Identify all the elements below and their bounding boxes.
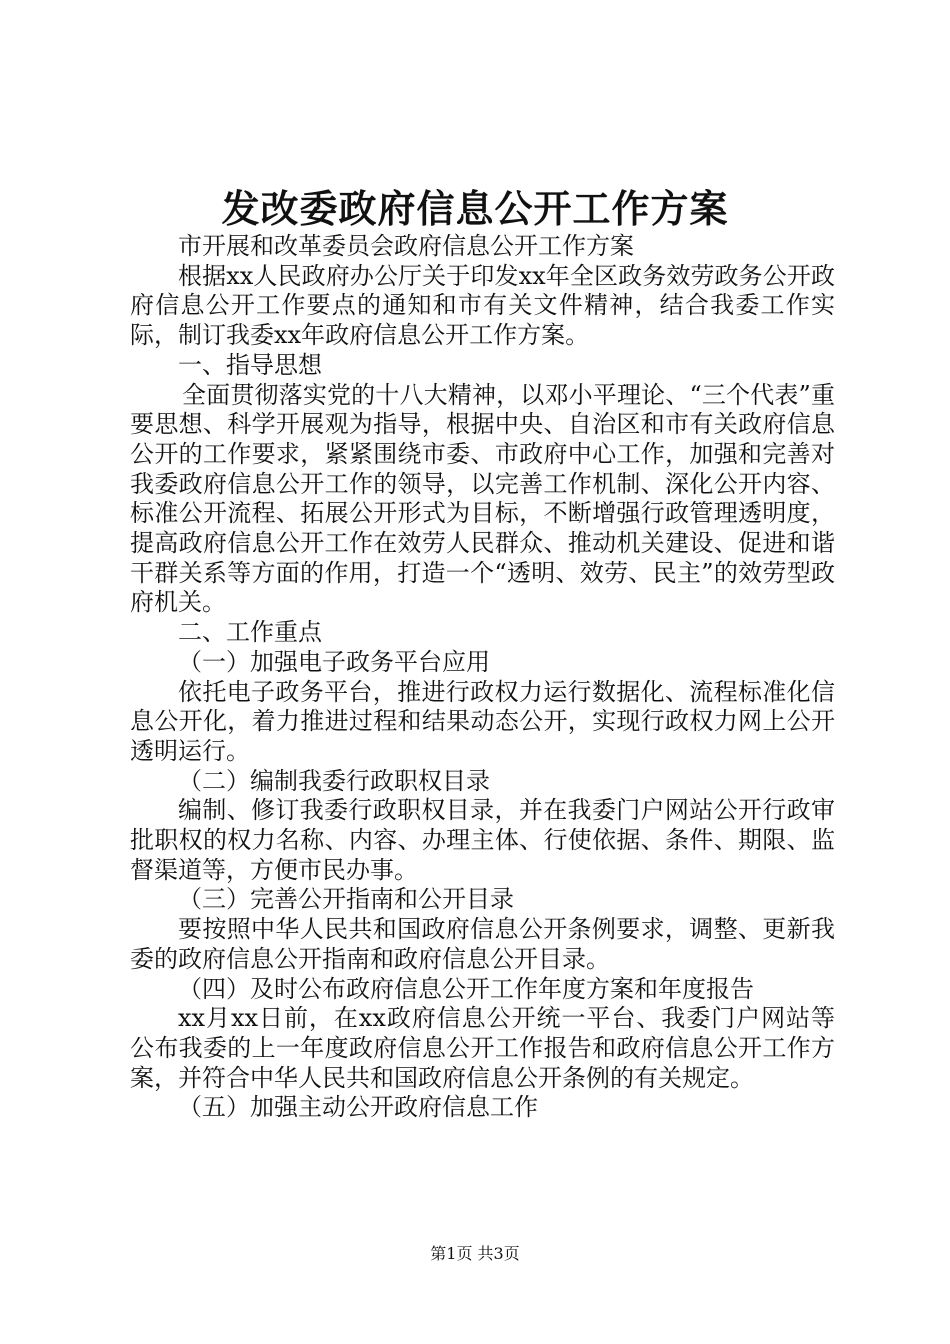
subheading-5: （五）加强主动公开政府信息工作 bbox=[178, 1093, 538, 1122]
subheading-2: （二）编制我委行政职权目录 bbox=[178, 766, 490, 795]
paragraph-3: 要按照中华人民共和国政府信息公开条例要求，调整、更新我委的政府信息公开指南和政府信息公开目录。 bbox=[130, 915, 835, 973]
paragraph-intro: 根据xx人民政府办公厅关于印发xx年全区政务效劳政务公开政府信息公开工作要点的通知和市有关文件精神，结合我委工作实际，制订我委xx年政府信息公开工作方案。 bbox=[130, 261, 835, 350]
document-title: 发改委政府信息公开工作方案 bbox=[221, 186, 729, 231]
page-footer: 第1页 共3页 bbox=[430, 1244, 520, 1263]
paragraph-1: 依托电子政务平台，推进行政权力运行数据化、流程标准化信息公开化，着力推进过程和结果动态公开，实现行政权力网上公开透明运行。 bbox=[130, 677, 835, 765]
heading-work-focus: 二、工作重点 bbox=[178, 618, 322, 647]
paragraph-2: 编制、修订我委行政职权目录，并在我委门户网站公开行政审批职权的权力名称、内容、办理主体、行使依据、条件、期限、监督渠道等，方便市民办事。 bbox=[130, 796, 835, 884]
paragraph-subtitle: 市开展和改革委员会政府信息公开工作方案 bbox=[178, 232, 634, 260]
paragraph-4: xx月xx日前，在xx政府信息公开统一平台、我委门户网站等公布我委的上一年度政府信息公开工作报告和政府信息公开工作方案，并符合中华人民共和国政府信息公开条例的有关规定。 bbox=[130, 1004, 835, 1092]
paragraph-guiding-ideology: 全面贯彻落实党的十八大精神，以邓小平理论、“三个代表”重要思想、科学开展观为指导，根据中央、自治区和市有关政府信息公开的工作要求，紧紧围绕市委、市政府中心工作，加强和完善对我委政府信息公开工作的领导，以完善工作机制、深化公开内容、标准公开流程、拓展公开形式为目标，不断增强行政管理透明度，提高政府信息公开工作在效劳人民群众、推动机关建设、促进和谐干群关系等方面的作用，打造一个“透明、效劳、民主”的效劳型政府机关。 bbox=[130, 380, 835, 617]
subheading-1: （一）加强电子政务平台应用 bbox=[178, 647, 490, 676]
heading-guiding-ideology: 一、指导思想 bbox=[178, 350, 322, 379]
document-body bbox=[130, 232, 835, 1123]
subheading-4: （四）及时公布政府信息公开工作年度方案和年度报告 bbox=[178, 974, 754, 1003]
subheading-3: （三）完善公开指南和公开目录 bbox=[178, 885, 514, 914]
